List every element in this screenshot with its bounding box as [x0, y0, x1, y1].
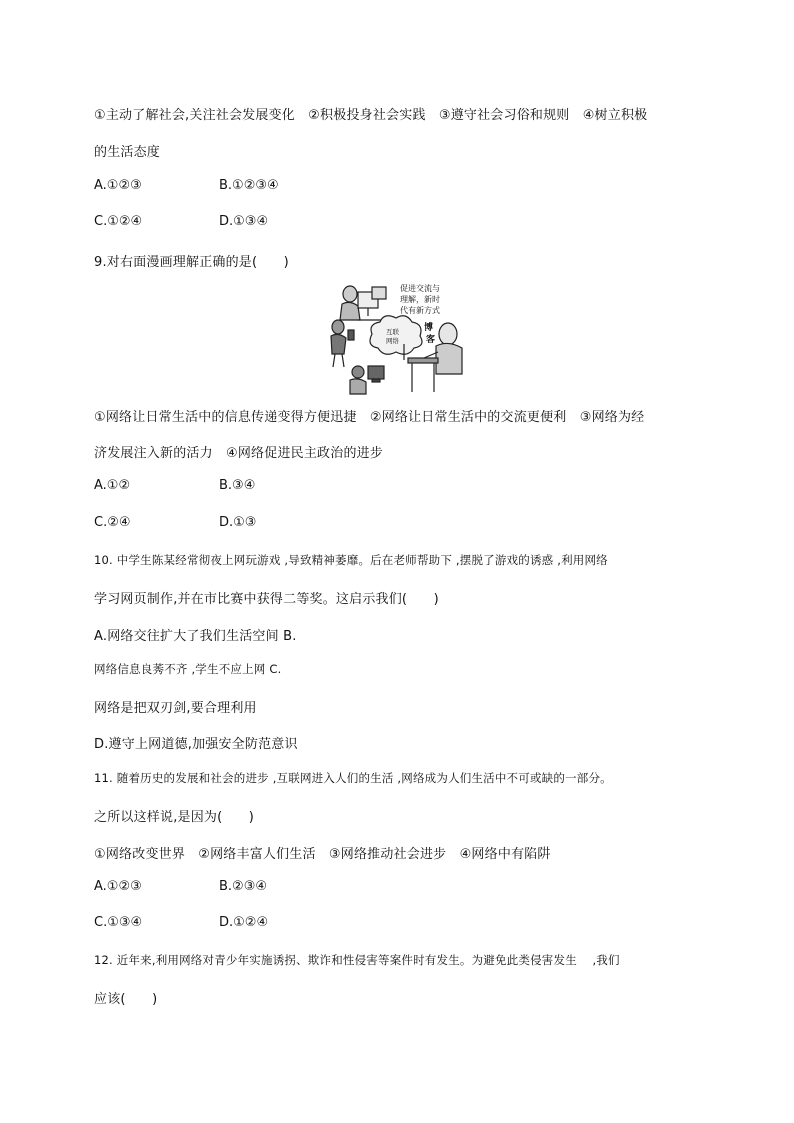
q9-statement-line1: ①网络让日常生活中的信息传递变得方便迅捷 ②网络让日常生活中的交流更便利 ③网络为经: [94, 410, 645, 425]
person-with-phone-left: [331, 320, 354, 367]
q11-statement: ①网络改变世界 ②网络丰富人们生活 ③网络推动社会进步 ④网络中有陷阱: [94, 847, 551, 862]
cartoon-caption-line1: 促进交流与: [400, 284, 440, 293]
blog-char-1: 博: [424, 323, 434, 333]
q10-option-d: D.遵守上网道德,加强安全防范意识: [94, 737, 298, 752]
q8-option-b: B.①②③④: [219, 178, 279, 193]
cartoon-caption-line2: 理解，新时: [400, 295, 440, 304]
person-at-computer-top: [340, 286, 386, 320]
cloud-label-line2: 网络: [386, 337, 399, 345]
q10-option-a: A.网络交往扩大了我们生活空间 B.: [94, 629, 297, 644]
q8-statement-line1: ①主动了解社会,关注社会发展变化 ②积极投身社会实践 ③遵守社会习俗和规则 ④树立积极: [94, 108, 648, 123]
q10-option-b: 网络信息良莠不齐 ,学生不应上网 C.: [94, 662, 282, 676]
q9-option-c: C.②④: [94, 515, 131, 530]
q11-option-b: B.②③④: [219, 879, 268, 894]
q8-option-a: A.①②③: [94, 178, 142, 193]
q11-stem-line2: 之所以这样说,是因为( ): [94, 810, 255, 825]
q11-option-a: A.①②③: [94, 879, 142, 894]
q12-stem-line1: 12. 近年来,利用网络对青少年实施诱拐、欺诈和性侵害等案件时有发生。为避免此类侵害发生 ,我们: [94, 953, 620, 967]
cartoon-caption-line3: 代有新方式: [400, 306, 440, 315]
q8-option-c: C.①②④: [94, 214, 143, 229]
q9-statement-line2: 济发展注入新的活力 ④网络促进民主政治的进步: [94, 446, 384, 461]
q11-option-c: C.①③④: [94, 915, 143, 930]
q11-option-d: D.①②④: [219, 915, 269, 930]
blog-char-2: 客: [426, 335, 436, 345]
q8-statement-line2: 的生活态度: [94, 145, 161, 160]
q10-stem-line1: 10. 中学生陈某经常彻夜上网玩游戏 ,导致精神萎靡。后在老师帮助下 ,摆脱了游戏的诱惑 ,利用网络: [94, 553, 608, 567]
q8-option-d: D.①③④: [219, 214, 269, 229]
q12-stem-line2: 应该( ): [94, 992, 158, 1007]
cloud-label-line1: 互联: [386, 328, 399, 336]
internet-cartoon: [328, 282, 465, 395]
q9-option-d: D.①③: [219, 515, 257, 530]
q9-stem: 9.对右面漫画理解正确的是( ): [94, 255, 289, 270]
q9-option-b: B.③④: [219, 478, 256, 493]
q11-stem-line1: 11. 随着历史的发展和社会的进步 ,互联网进入人们的生活 ,网络成为人们生活中不可或缺的一部分。: [94, 771, 612, 785]
q10-option-c: 网络是把双刃剑,要合理利用: [94, 701, 257, 716]
person-at-computer-bottom: [350, 366, 384, 394]
q10-stem-line2: 学习网页制作,并在市比赛中获得二等奖。这启示我们( ): [94, 592, 439, 607]
q9-option-a: A.①②: [94, 478, 131, 493]
